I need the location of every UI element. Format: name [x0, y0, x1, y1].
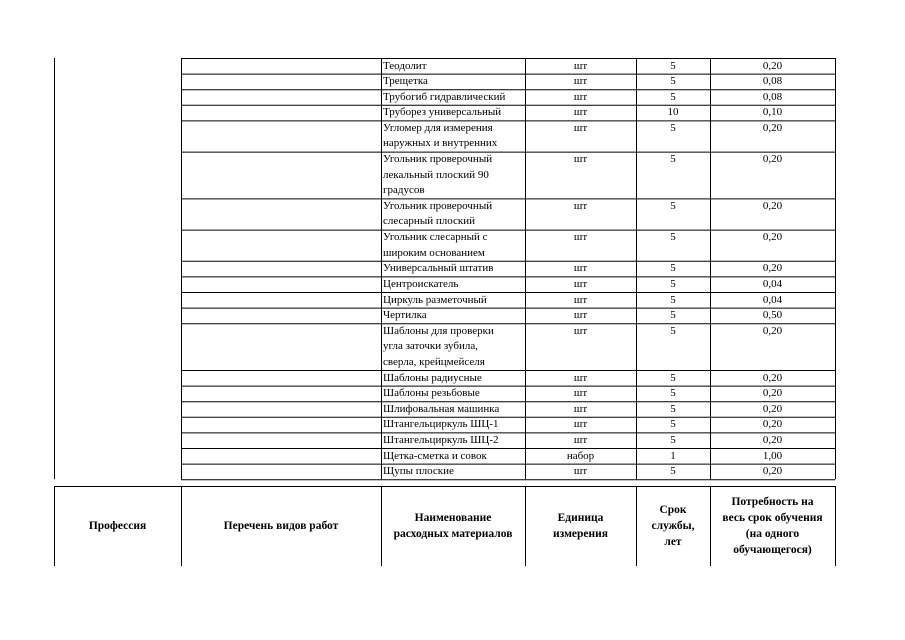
term-cell: 5 [670, 324, 676, 337]
material-name-cell [381, 90, 525, 106]
material-name-line: Центроискатель [383, 277, 459, 290]
unit-cell: шт [573, 262, 588, 275]
unit-cell: шт [573, 121, 588, 134]
term-cell: 1 [670, 449, 676, 462]
header-need: Потребность на весь срок обучения (на одного обучающегося) [722, 496, 823, 556]
need-cell: 0,20 [762, 371, 783, 384]
need-cell: 0,20 [762, 231, 783, 244]
material-name-line: Штангельциркуль ШЦ-1 [383, 418, 499, 431]
term-cell: 5 [670, 75, 676, 88]
need-cell: 0,04 [762, 277, 783, 290]
material-name-cell [381, 59, 525, 75]
material-name-line: Шаблоны для проверки [383, 324, 494, 337]
term-cell: 5 [670, 418, 676, 431]
unit-cell: шт [573, 59, 588, 72]
material-name-cell [381, 230, 525, 261]
material-name-cell [381, 402, 525, 418]
term-cell: 5 [670, 231, 676, 244]
material-name-line: Шлифовальная машинка [383, 402, 500, 415]
material-name-cell [381, 277, 525, 293]
unit-cell: шт [573, 106, 588, 119]
material-name-line: Теодолит [383, 59, 427, 72]
header-materials: Наименование расходных материалов [393, 512, 513, 540]
need-cell: 0,20 [762, 402, 783, 415]
material-name-line: Угломер для измерения [383, 121, 493, 134]
unit-cell: шт [573, 231, 588, 244]
material-name-cell [381, 105, 525, 121]
unit-cell: набор [566, 449, 595, 462]
term-cell: 5 [670, 387, 676, 400]
material-name-line: Штангельциркуль ШЦ-2 [383, 433, 499, 446]
need-cell: 0,20 [762, 465, 783, 478]
need-cell: 0,20 [762, 418, 783, 431]
header-term: Срок службы, лет [651, 504, 695, 548]
term-cell: 5 [670, 90, 676, 103]
material-name-line: сверла, крейцмейселя [383, 355, 485, 368]
material-name-cell [381, 152, 525, 199]
term-cell: 5 [670, 293, 676, 306]
material-name-cell [381, 308, 525, 324]
term-cell: 10 [667, 106, 679, 119]
material-name-line: Угольник проверочный [383, 153, 493, 166]
unit-cell: шт [573, 90, 588, 103]
material-name-cell [381, 74, 525, 90]
header-unit: Единица измерения [553, 512, 608, 540]
term-cell: 5 [670, 59, 676, 72]
term-cell: 5 [670, 199, 676, 212]
need-cell: 0,20 [762, 59, 783, 72]
material-name-line: наружных и внутренних [383, 137, 498, 150]
term-cell: 5 [670, 465, 676, 478]
material-name-line: слесарный плоский [383, 215, 475, 228]
unit-cell: шт [573, 309, 588, 322]
material-name-cell [381, 324, 525, 371]
need-cell: 0,20 [762, 324, 783, 337]
unit-cell: шт [573, 199, 588, 212]
need-cell: 0,20 [762, 262, 783, 275]
unit-cell: шт [573, 277, 588, 290]
header-works: Перечень видов работ [223, 520, 339, 532]
material-name-cell [381, 449, 525, 465]
term-cell: 5 [670, 277, 676, 290]
material-name-line: Циркуль разметочный [383, 293, 487, 306]
material-name-cell [381, 433, 525, 449]
unit-cell: шт [573, 418, 588, 431]
unit-cell: шт [573, 433, 588, 446]
header-profession: Профессия [88, 520, 147, 532]
need-cell: 0,04 [762, 293, 783, 306]
term-cell: 5 [670, 153, 676, 166]
material-name-line: угла заточки зубила, [383, 340, 478, 353]
unit-cell: шт [573, 324, 588, 337]
need-cell: 0,08 [762, 75, 783, 88]
unit-cell: шт [573, 75, 588, 88]
material-name-line: Чертилка [383, 309, 427, 322]
material-name-line: Щупы плоские [383, 465, 454, 478]
material-name-line: Универсальный штатив [383, 262, 494, 275]
material-name-cell [381, 417, 525, 433]
unit-cell: шт [573, 465, 588, 478]
material-name-line: лекальный плоский 90 [383, 168, 489, 181]
term-cell: 5 [670, 371, 676, 384]
material-name-line: широким основанием [383, 246, 485, 259]
material-name-line: градусов [383, 184, 425, 197]
need-cell: 0,20 [762, 199, 783, 212]
unit-cell: шт [573, 153, 588, 166]
material-name-line: Щетка-сметка и совок [383, 449, 487, 462]
term-cell: 5 [670, 309, 676, 322]
unit-cell: шт [573, 371, 588, 384]
material-name-cell [381, 121, 525, 152]
material-name-line: Шаблоны резьбовые [383, 387, 480, 400]
term-cell: 5 [670, 433, 676, 446]
need-cell: 0,20 [762, 387, 783, 400]
material-name-line: Труборез универсальный [383, 106, 502, 119]
material-name-line: Трещетка [383, 75, 428, 88]
material-name-cell [381, 386, 525, 402]
need-cell: 0,50 [762, 309, 783, 322]
material-name-line: Шаблоны радиусные [383, 371, 482, 384]
material-name-cell [381, 293, 525, 309]
need-cell: 0,08 [762, 90, 783, 103]
need-cell: 0,20 [762, 153, 783, 166]
material-name-line: Угольник проверочный [383, 199, 493, 212]
material-name-cell [381, 371, 525, 387]
unit-cell: шт [573, 387, 588, 400]
need-cell: 1,00 [762, 449, 783, 462]
term-cell: 5 [670, 402, 676, 415]
term-cell: 5 [670, 262, 676, 275]
material-name-cell [381, 464, 525, 480]
material-name-line: Угольник слесарный с [383, 231, 488, 244]
material-name-cell [381, 199, 525, 230]
material-name-cell [381, 261, 525, 277]
need-cell: 0,20 [762, 433, 783, 446]
unit-cell: шт [573, 402, 588, 415]
material-name-line: Трубогиб гидравлический [383, 90, 506, 103]
term-cell: 5 [670, 121, 676, 134]
need-cell: 0,20 [762, 121, 783, 134]
unit-cell: шт [573, 293, 588, 306]
need-cell: 0,10 [762, 106, 783, 119]
